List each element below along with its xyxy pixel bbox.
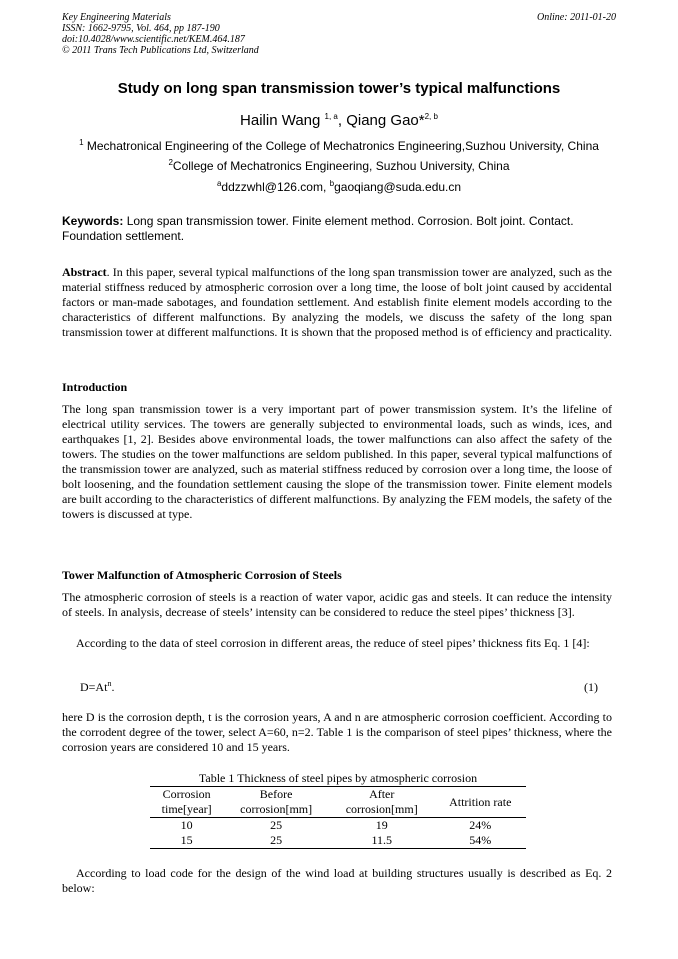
table-1-caption: Table 1 Thickness of steel pipes by atmospheric corrosion bbox=[198, 771, 478, 785]
issn-line: ISSN: 1662-9795, Vol. 464, pp 187-190 bbox=[62, 23, 220, 34]
author-separator: , bbox=[337, 112, 347, 129]
keywords bbox=[62, 214, 616, 244]
table-header-cell: time[year] bbox=[150, 802, 223, 818]
corrosion-paragraph-3: here D is the corrosion depth, t is the corrosion years, A and n are atmospheric corrosion coefficient. According to the corrodent degree of the tower, select A=60, n=2. Table 1 is the comparison of steel pipes’ thickness, where the corrosion years are considered 10 and 15 years. bbox=[62, 710, 612, 754]
table-1 bbox=[150, 786, 526, 849]
author-line bbox=[40, 112, 638, 129]
email-b: gaoqiang@suda.edu.cn bbox=[334, 180, 462, 194]
table-header-cell: corrosion[mm] bbox=[329, 802, 435, 818]
equation-1 bbox=[80, 680, 114, 695]
table-cell: 10 bbox=[180, 818, 193, 832]
table-row bbox=[150, 818, 526, 834]
table-cell: 11.5 bbox=[329, 833, 435, 849]
copyright-line: © 2011 Trans Tech Publications Ltd, Switzerland bbox=[62, 45, 259, 56]
abstract-text: . In this paper, several typical malfunctions of the long span transmission tower are analyzed, such as the material stiffness reduced by atmospheric corrosion over a long time, the loose of bolt joint caused by accidental factors or man-made sabotages, and foundation settlement. And establish finite element models according to the characteristics of different malfunctions. By analyzing the models, we discuss the safety of the long span transmission tower at different malfunctions. It is shown that the proposed method is of efficiency and practicality. bbox=[62, 265, 612, 339]
corrosion-paragraph-2: According to the data of steel corrosion in different areas, the reduce of steel pipes’ thickness fits Eq. 1 [4]: bbox=[76, 636, 590, 650]
introduction-heading: Introduction bbox=[62, 380, 128, 394]
table-cell: 25 bbox=[223, 833, 329, 849]
affiliation-2 bbox=[40, 159, 638, 173]
email-a-sup: a bbox=[216, 179, 222, 188]
journal-name: Key Engineering Materials bbox=[62, 12, 171, 23]
equation-1-period: . bbox=[111, 680, 115, 694]
affiliation-1 bbox=[40, 139, 638, 153]
abstract bbox=[62, 265, 612, 340]
keywords-text: Long span transmission tower. Finite element method. Corrosion. Bolt joint. Contact. Foundation settlement. bbox=[62, 214, 574, 243]
table-row bbox=[150, 833, 526, 849]
author-2-name: Qiang Gao* bbox=[346, 112, 425, 129]
corrosion-paragraph-1: The atmospheric corrosion of steels is a reaction of water vapor, acidic gas and steels. It can reduce the intensity of steels. In analysis, decrease of steels’ intensity can be considered to reduce the steel pipes’ thickness [3]. bbox=[62, 590, 612, 619]
corrosion-heading: Tower Malfunction of Atmospheric Corrosion of Steels bbox=[62, 568, 342, 582]
author-1-name: Hailin Wang bbox=[240, 112, 321, 129]
table-cell: 54% bbox=[435, 833, 526, 849]
email-b-sup: b bbox=[329, 179, 335, 188]
corrosion-paragraph-4: According to load code for the design of the wind load at building structures usually is described as Eq. 2 below: bbox=[62, 866, 612, 895]
email-a: ddzzwhl@126.com, bbox=[221, 180, 330, 194]
author-2-sup: 2, b bbox=[424, 112, 438, 121]
paper-title: Study on long span transmission tower’s typical malfunctions bbox=[117, 80, 561, 97]
abstract-label: Abstract bbox=[62, 265, 107, 279]
introduction-text: The long span transmission tower is a very important part of power transmission system. It’s the lifeline of electrical utility services. The towers are generally subjected to environmental loads, such as winds, ices, and earthquakes [1, 2]. Besides above environmental loads, the tower malfunctions can also affect the safety of the towers. The studies on the tower malfunctions are seldom published. In this paper, several typical malfunctions of the transmission tower are analyzed, such as material stiffness reduced by corrosion over a long time, the loose of bolt loosening, and the foundation settlement causing the slope of the transmission tower. Finite element models are built according to the characteristics of different malfunctions. By analyzing the FEM models, the safety of the towers is discussed at type. bbox=[62, 402, 612, 521]
table-header-cell: Corrosion bbox=[150, 787, 223, 803]
table-header-row bbox=[150, 787, 526, 803]
online-date: Online: 2011-01-20 bbox=[537, 12, 616, 23]
table-header-cell: After bbox=[329, 787, 435, 803]
doi-line: doi:10.4028/www.scientific.net/KEM.464.187 bbox=[62, 34, 245, 45]
table-cell: 19 bbox=[375, 818, 388, 832]
equation-1-number: (1) bbox=[584, 680, 598, 694]
affiliation-2-sup: 2 bbox=[168, 158, 173, 167]
equation-1-body: D=At bbox=[80, 680, 108, 694]
affiliation-1-sup: 1 bbox=[79, 138, 84, 147]
affiliation-1-text: Mechatronical Engineering of the College of Mechatronics Engineering,Suzhou University, China bbox=[83, 139, 599, 153]
table-header-cell: corrosion[mm] bbox=[223, 802, 329, 818]
table-header-cell: Attrition rate bbox=[435, 787, 526, 818]
table-cell: 15 bbox=[150, 833, 223, 849]
keywords-label: Keywords: bbox=[62, 214, 124, 228]
author-emails bbox=[40, 180, 638, 194]
table-cell: 24% bbox=[469, 818, 492, 832]
journal-header bbox=[62, 12, 616, 56]
table-cell: 25 bbox=[270, 818, 283, 832]
affiliation-2-text: College of Mechatronics Engineering, Suzhou University, China bbox=[172, 159, 510, 173]
equation-1-exponent: n bbox=[107, 679, 112, 688]
table-header-cell: Before bbox=[223, 787, 329, 803]
author-1-sup: 1, a bbox=[324, 112, 338, 121]
